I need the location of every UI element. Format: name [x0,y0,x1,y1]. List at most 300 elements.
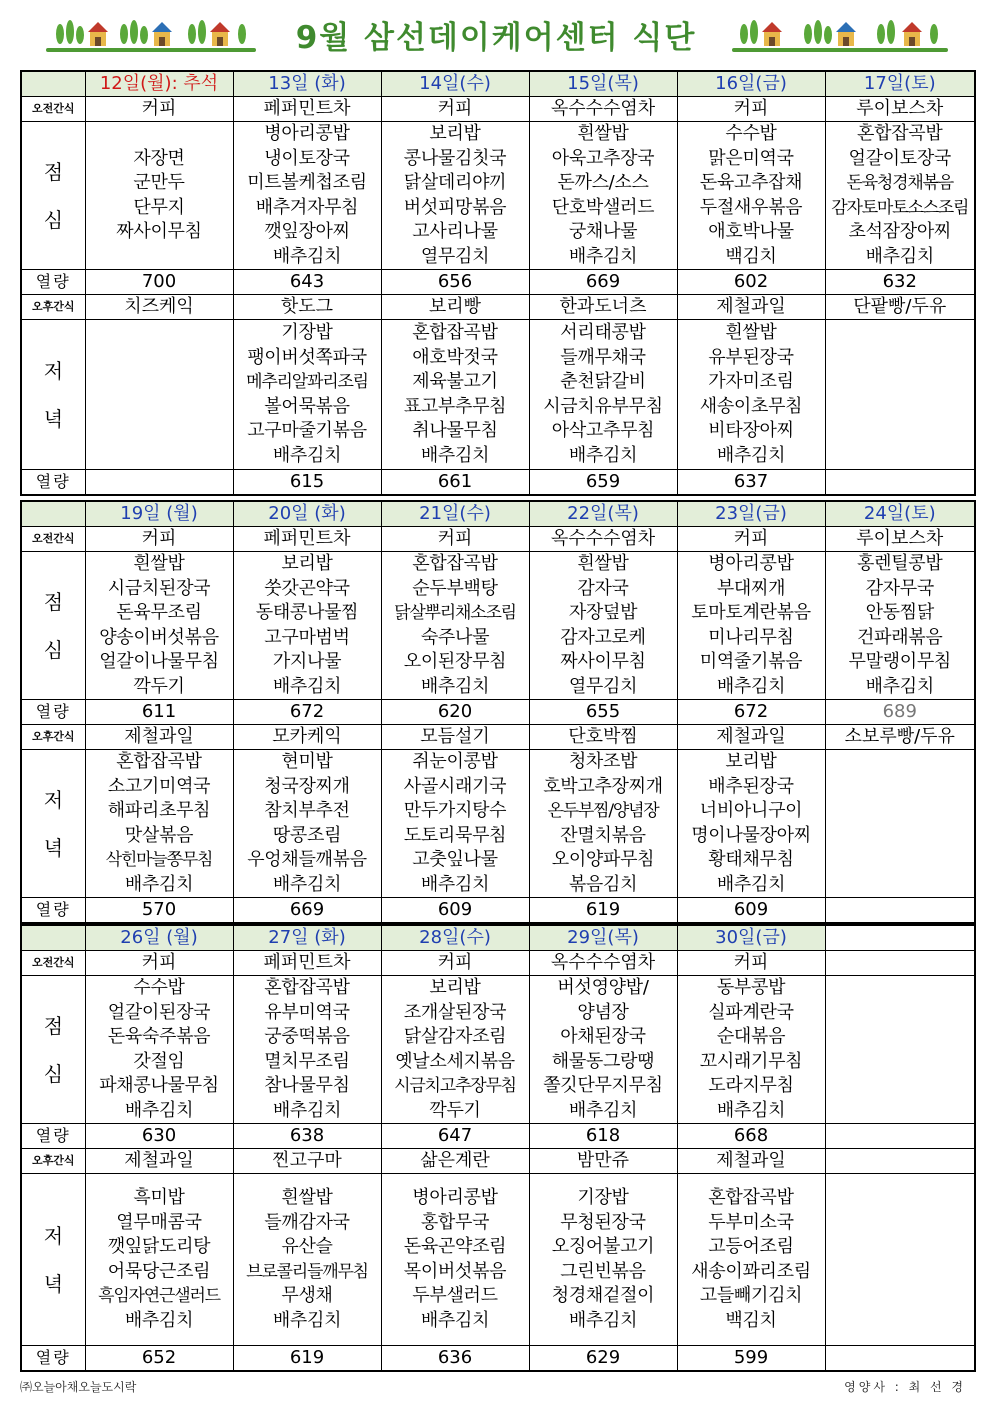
menu-item: 흰쌀밥 [281,1187,333,1208]
day-header: 23일(금) [677,501,825,527]
dinner-row [21,1174,975,1346]
menu-item: 무생채 [281,1285,333,1306]
lunch-calorie-row-cell: 672 [233,700,381,725]
date-row [21,71,975,97]
menu-item: 파채콩나물무침 [99,1075,219,1096]
menu-item: 고사리나물 [412,221,498,242]
menu-item: 혼합잡곡밥 [857,123,943,144]
afternoon-snack-row-cell: 밤만쥬 [529,1149,677,1174]
lunch-row-cell [85,122,233,270]
menu-item: 호박고추장찌개 [543,775,663,797]
menu-item: 오이양파무침 [551,849,655,870]
menu-item: 맑은미역국 [708,147,794,169]
lunch-row [21,976,975,1124]
morning-snack-row-cell: 커피 [85,951,233,976]
menu-item: 배추김치 [568,245,638,267]
menu-item: 맛살볶음 [124,824,194,846]
menu-item: 애호박나물 [708,221,794,242]
afternoon-snack-row-cell: 핫도그 [233,295,381,320]
dinner-row [21,750,975,898]
morning-snack-row-cell: 커피 [677,951,825,976]
menu-item: 두절새우볶음 [699,196,803,218]
dinner-row-cell [381,1174,529,1346]
menu-item: 춘천닭갈비 [560,371,646,392]
menu-item: 배추김치 [272,1099,342,1121]
dinner-row-cell [529,320,677,470]
dinner-row-label-char: 녁 [43,406,63,431]
day-header: 20일 (화) [233,501,381,527]
menu-item: 혼합잡곡밥 [412,553,498,574]
dinner-row-cell [233,1174,381,1346]
lunch-calorie-row [21,700,975,725]
lunch-row-label-char: 점 [43,159,63,184]
dinner-calorie-row-cell: 669 [233,898,381,924]
dinner-row-cell [529,750,677,898]
menu-item: 무말랭이무침 [848,651,952,672]
dinner-row [21,320,975,470]
menu-item: 배추김치 [420,1309,490,1331]
menu-item: 브로콜리들깨무침 [246,1261,368,1282]
menu-item: 배추김치 [568,444,638,466]
menu-item: 청차조밥 [568,751,638,772]
menu-item: 오징어불고기 [551,1236,655,1257]
menu-item: 보리밥 [429,977,481,998]
menu-item: 깍두기 [429,1099,481,1121]
lunch-row-cell [85,552,233,700]
day-header: 17일(토) [825,71,975,97]
afternoon-snack-row [21,1149,975,1174]
menu-item: 청국장찌개 [264,775,350,797]
lunch-row-cell [529,976,677,1124]
menu-item: 흰쌀밥 [577,123,629,144]
menu-item: 초석잠장아찌 [848,221,952,242]
lunch-row-cell [825,122,975,270]
dinner-row-cell [825,1174,975,1346]
afternoon-snack-row-cell: 삶은계란 [381,1149,529,1174]
afternoon-snack-row-cell: 모카케익 [233,725,381,750]
morning-snack-row-cell [825,951,975,976]
day-header: 12일(월): 추석 [85,71,233,97]
date-row-corner [21,71,85,97]
dinner-calorie-row-cell: 599 [677,1346,825,1372]
dinner-calorie-row-cell: 570 [85,898,233,924]
afternoon-snack-row-label: 오후간식 [21,295,85,320]
menu-item: 비타장아찌 [708,420,794,441]
day-header: 16일(금) [677,71,825,97]
menu-item: 배추김치 [420,675,490,697]
menu-item: 유부미역국 [264,1001,350,1023]
morning-snack-row [21,951,975,976]
lunch-row-cell [825,976,975,1124]
menu-item: 배추김치 [716,1099,786,1121]
morning-snack-row [21,527,975,552]
menu-item: 버섯영양밥/ [557,977,649,998]
afternoon-snack-row-cell: 제철과일 [85,1149,233,1174]
menu-item: 순두부백탕 [412,577,498,599]
lunch-calorie-row-cell: 643 [233,270,381,295]
dinner-row-label [21,750,85,898]
menu-item: 참나물무침 [264,1075,350,1096]
afternoon-snack-row-label: 오후간식 [21,725,85,750]
menu-item: 돈육청경채볶음 [846,173,954,193]
menu-item: 백김치 [725,245,777,267]
dinner-row-cell [233,320,381,470]
dinner-calorie-row-cell: 659 [529,470,677,496]
menu-item: 실파계란국 [708,1001,794,1023]
menu-item: 메추리알꽈리조림 [246,372,368,392]
dinner-row-cell [677,320,825,470]
lunch-row-cell [233,122,381,270]
menu-item: 자장덮밥 [568,602,638,623]
day-header: 14일(수) [381,71,529,97]
menu-item: 옛날소세지볶음 [395,1050,515,1072]
lunch-calorie-row-label: 열량 [21,1124,85,1149]
menu-item: 소고기미역국 [107,775,211,797]
menu-item: 유산슬 [281,1236,333,1257]
dinner-calorie-row-cell: 619 [529,898,677,924]
menu-item: 고춧잎나물 [412,849,498,870]
menu-item: 보리밥 [281,553,333,574]
menu-item: 쫄깃단무지무침 [543,1075,663,1096]
afternoon-snack-row-cell: 보리빵 [381,295,529,320]
menu-item: 단무지 [133,196,185,218]
morning-snack-row-cell: 커피 [85,97,233,122]
menu-item: 아삭고추무침 [551,420,655,441]
morning-snack-row [21,97,975,122]
menu-item: 돈육곤약조림 [403,1236,507,1257]
menu-item: 잔멸치볶음 [560,824,646,846]
menu-item: 수수밥 [133,977,185,998]
menu-item: 배추김치 [124,1099,194,1121]
menu-item: 양념장 [577,1001,629,1023]
lunch-calorie-row-cell: 638 [233,1124,381,1149]
menu-item: 혼합잡곡밥 [264,977,350,998]
lunch-row-cell [529,552,677,700]
day-header: 28일(수) [381,925,529,951]
menu-item: 황태채무침 [708,849,794,870]
dinner-calorie-row [21,898,975,924]
menu-item: 동부콩밥 [716,977,786,998]
date-row-corner [21,925,85,951]
menu-item: 만두가지탕수 [403,800,507,821]
afternoon-snack-row-cell: 치즈케익 [85,295,233,320]
menu-item: 냉이토장국 [264,147,350,169]
lunch-calorie-row-label: 열량 [21,270,85,295]
menu-item: 들깨무채국 [560,346,646,368]
afternoon-snack-row-cell: 제철과일 [677,1149,825,1174]
dinner-row-cell [529,1174,677,1346]
menu-item: 너비아니구이 [699,800,803,821]
menu-item: 돈육숙주볶음 [107,1026,211,1047]
menu-item: 배추김치 [568,1099,638,1121]
menu-item: 고구마범벅 [264,626,350,648]
dinner-calorie-row [21,1346,975,1372]
dinner-calorie-row-cell: 637 [677,470,825,496]
menu-item: 목이버섯볶음 [403,1260,507,1282]
menu-item: 들깨감자국 [264,1211,350,1233]
dinner-row-cell [381,750,529,898]
menu-item: 보리밥 [725,751,777,772]
menu-item: 얼갈이된장국 [107,1001,211,1023]
morning-snack-row-cell: 루이보스차 [825,97,975,122]
menu-item: 현미밥 [281,751,333,772]
dinner-row-cell [825,320,975,470]
menu-item: 미역줄기볶음 [699,651,803,672]
day-header: 15일(목) [529,71,677,97]
menu-item: 참치부추전 [264,800,350,821]
lunch-row-label [21,976,85,1124]
day-header: 19일 (월) [85,501,233,527]
dinner-row-label-char: 녁 [43,1271,63,1296]
lunch-calorie-row-cell: 618 [529,1124,677,1149]
page-header [0,0,992,64]
morning-snack-row-cell: 커피 [677,527,825,552]
menu-item: 병아리콩밥 [264,123,350,144]
lunch-row-cell [233,976,381,1124]
menu-item: 시금치된장국 [107,577,211,599]
village-decoration-right-icon [736,16,946,52]
lunch-row-label [21,552,85,700]
lunch-calorie-row-cell: 632 [825,270,975,295]
dinner-calorie-row-cell: 619 [233,1346,381,1372]
lunch-row-label-char: 점 [43,589,63,614]
day-header [825,925,975,951]
menu-item: 단호박샐러드 [551,196,655,218]
lunch-row [21,552,975,700]
menu-item: 숙주나물 [420,626,490,648]
menu-item: 흰쌀밥 [725,322,777,343]
menu-item: 고등어조림 [708,1236,794,1257]
menu-item: 온두부찜/양념장 [547,801,659,821]
morning-snack-row-label: 오전간식 [21,527,85,552]
menu-item: 조개살된장국 [403,1001,507,1023]
afternoon-snack-row-cell [825,1149,975,1174]
lunch-calorie-row-cell: 700 [85,270,233,295]
menu-item: 양송이버섯볶음 [99,626,219,648]
menu-item: 배추김치 [272,444,342,466]
afternoon-snack-row-label: 오후간식 [21,1149,85,1174]
menu-item: 배추김치 [420,444,490,466]
dinner-calorie-row-cell: 629 [529,1346,677,1372]
company-name: ㈜오늘아채오늘도시락 [20,1380,137,1394]
menu-item: 궁중떡볶음 [264,1026,350,1047]
menu-item: 사골시래기국 [403,775,507,797]
menu-item: 자장면 [133,147,185,169]
dinner-calorie-row-cell [825,898,975,924]
day-header: 21일(수) [381,501,529,527]
dinner-calorie-row-cell: 661 [381,470,529,496]
page-title: 9월 삼선데이케어센터 식단 [295,20,697,56]
morning-snack-row-label: 오전간식 [21,97,85,122]
menu-item: 혼합잡곡밥 [412,322,498,343]
morning-snack-row-cell: 페퍼민트차 [233,97,381,122]
lunch-calorie-row-cell: 630 [85,1124,233,1149]
dinner-calorie-row-cell: 652 [85,1346,233,1372]
week-table [20,924,976,1372]
lunch-row-cell [381,976,529,1124]
menu-item: 기장밥 [281,322,333,343]
afternoon-snack-row-cell: 소보루빵/두유 [825,725,975,750]
menu-item: 감자무국 [865,577,934,599]
lunch-calorie-row-cell: 672 [677,700,825,725]
lunch-calorie-row-cell: 611 [85,700,233,725]
day-header: 27일 (화) [233,925,381,951]
afternoon-snack-row-cell: 제철과일 [85,725,233,750]
menu-item: 도토리묵무침 [403,824,507,846]
lunch-calorie-row-cell: 620 [381,700,529,725]
menu-item: 배추김치 [716,675,786,697]
menu-item: 아욱고추장국 [551,147,655,169]
dinner-row-cell [85,750,233,898]
lunch-calorie-row [21,270,975,295]
day-header: 22일(목) [529,501,677,527]
lunch-row-cell [381,122,529,270]
menu-item: 취나물무침 [412,420,498,441]
menu-item: 배추김치 [272,873,342,895]
morning-snack-row-cell: 커피 [381,97,529,122]
menu-item: 볼어묵볶음 [264,395,350,417]
menu-item: 배추된장국 [708,775,794,797]
menu-item: 백김치 [725,1309,777,1331]
menu-item: 볶음김치 [568,873,638,895]
menu-item: 쑷갓곤약국 [264,577,350,599]
menu-item: 닭살감자조림 [403,1026,507,1047]
dinner-row-label-char: 저 [43,1223,63,1248]
menu-item: 홍렌틸콩밥 [857,553,943,574]
menu-item: 배추김치 [568,1309,638,1331]
morning-snack-row-cell: 페퍼민트차 [233,951,381,976]
menu-item: 서리태콩밥 [560,322,646,343]
lunch-row-cell [85,976,233,1124]
menu-item: 땅콩조림 [272,824,342,846]
menu-item: 가자미조림 [708,371,794,392]
menu-item: 배추김치 [865,675,934,697]
menu-item: 배추김치 [272,1309,342,1331]
dinner-row-label [21,1174,85,1346]
menu-item: 홍합무국 [420,1211,490,1233]
lunch-row-label-char: 심 [43,207,63,232]
menu-item: 새송이초무침 [699,395,803,417]
menu-item: 갓절임 [133,1050,185,1072]
menu-item: 보리밥 [429,123,481,144]
menu-item: 고들빼기김치 [699,1285,803,1306]
afternoon-snack-row-cell: 모듬설기 [381,725,529,750]
menu-item: 그린빈볶음 [560,1260,646,1282]
dinner-row-label-char: 저 [43,358,63,383]
lunch-row [21,122,975,270]
day-header: 29일(목) [529,925,677,951]
afternoon-snack-row-cell: 제철과일 [677,295,825,320]
dinner-row-cell [85,1174,233,1346]
menu-item: 열무김치 [420,245,490,267]
menu-item: 얼갈이토장국 [848,147,952,169]
morning-snack-row-cell: 페퍼민트차 [233,527,381,552]
menu-item: 해파리초무침 [107,800,211,821]
dinner-calorie-row-label: 열량 [21,1346,85,1372]
afternoon-snack-row-cell: 단팥빵/두유 [825,295,975,320]
lunch-calorie-row-cell: 602 [677,270,825,295]
lunch-row-label [21,122,85,270]
menu-item: 돈육고추잡채 [699,172,803,193]
menu-item: 배추김치 [272,675,342,697]
week-table [20,70,976,496]
menu-item: 혼합잡곡밥 [116,751,202,772]
menu-item: 짜사이무침 [116,221,202,242]
menu-item: 부대찌개 [716,577,786,599]
morning-snack-row-cell: 커피 [85,527,233,552]
afternoon-snack-row-cell: 한과도너츠 [529,295,677,320]
menu-item: 팽이버섯쪽파국 [247,346,367,368]
menu-item: 배추김치 [420,873,490,895]
dinner-calorie-row-cell: 615 [233,470,381,496]
dietitian-name: 영양사 : 최 선 경 [844,1380,966,1394]
menu-item: 짜사이무침 [560,651,646,672]
lunch-row-cell [825,552,975,700]
menu-item: 배추김치 [124,1309,194,1331]
date-row [21,501,975,527]
menu-item: 배추김치 [865,245,934,267]
dinner-calorie-row-label: 열량 [21,470,85,496]
menu-item: 감자국 [577,577,629,599]
menu-item: 순대볶음 [716,1026,786,1047]
afternoon-snack-row [21,295,975,320]
morning-snack-row-cell: 옥수수수염차 [529,97,677,122]
menu-item: 흰쌀밥 [577,553,629,574]
dinner-calorie-row [21,470,975,496]
menu-item: 깻잎닭도리탕 [107,1236,211,1257]
lunch-calorie-row-cell: 669 [529,270,677,295]
menu-item: 동태콩나물찜 [255,602,359,623]
menu-item: 유부된장국 [708,346,794,368]
menu-item: 새송이꽈리조림 [691,1260,811,1282]
lunch-calorie-row-cell: 655 [529,700,677,725]
menu-item: 군만두 [133,172,185,193]
lunch-row-label-char: 심 [43,637,63,662]
menu-item: 배추김치 [716,873,786,895]
dinner-calorie-row-cell [825,470,975,496]
menu-item: 궁채나물 [568,221,638,242]
menu-item: 감자토마토소스조림 [831,197,969,218]
menu-item: 쥐눈이콩밥 [412,751,498,772]
menu-item: 흑임자연근샐러드 [98,1286,220,1306]
lunch-row-cell [677,552,825,700]
afternoon-snack-row [21,725,975,750]
menu-item: 깍두기 [133,675,185,697]
menu-item: 닭살데리야끼 [403,172,507,193]
menu-item: 두부샐러드 [412,1285,498,1306]
date-row [21,925,975,951]
menu-item: 가지나물 [272,651,342,672]
menu-item: 얼갈이나물무침 [99,651,219,672]
menu-item: 깻잎장아찌 [264,221,350,242]
afternoon-snack-row-cell: 단호박찜 [529,725,677,750]
menu-item: 도라지무침 [708,1075,794,1096]
menu-item: 돈까스/소스 [557,172,649,193]
menu-item: 흰쌀밥 [133,553,185,574]
menu-item: 우엉채들깨볶음 [247,849,367,870]
menu-item: 미트볼케첩조림 [247,172,367,193]
day-header: 30일(금) [677,925,825,951]
menu-item: 혼합잡곡밥 [708,1187,794,1208]
lunch-calorie-row-cell: 668 [677,1124,825,1149]
lunch-calorie-row-cell: 689 [825,700,975,725]
menu-item: 토마토계란볶음 [691,602,811,623]
dinner-calorie-row-cell: 636 [381,1346,529,1372]
dinner-row-cell [233,750,381,898]
menu-item: 배추겨자무침 [255,196,359,218]
menu-item: 시금치고추장무침 [394,1076,516,1096]
morning-snack-row-cell: 커피 [381,951,529,976]
